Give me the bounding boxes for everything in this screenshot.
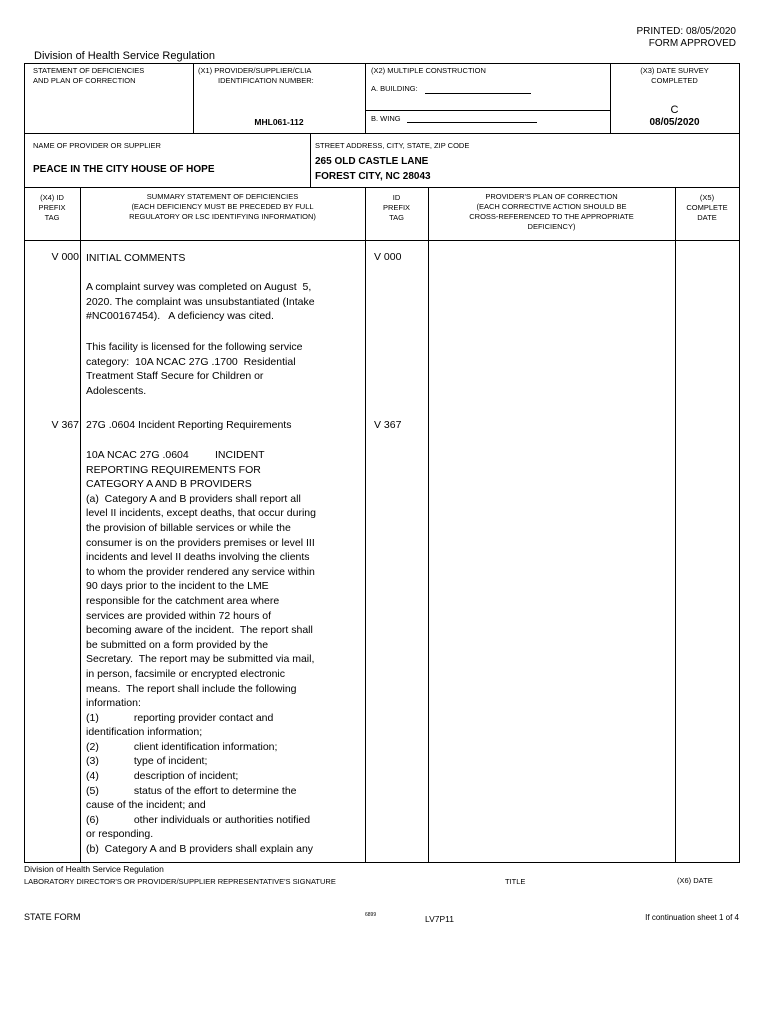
title-label: TITLE [505,877,526,886]
wing-field[interactable] [407,122,537,123]
entry-paragraph: 10A NCAC 27G .0604 INCIDENT REPORTING REQUIREMENTS FOR CATEGORY A AND B PROVIDERS (a) Category A and B providers shall report all level II incidents, except deaths, that occur during the provision of billable services or while the consumer is on the providers premises or level III incidents and level II deaths involving the clients to whom the provider rendered any service within 90 days prior to the incident to the LME responsible for the catchment area where services are provided within 72 hours of becoming aware of the incident. The report shall be submitted on a form provided by the Secretary. The report may be submitted via mail, in person, facsimile or encrypted electronic means. The report shall include the following information: (1) reporting provider contact and identification information; (2) client identification information; (3) type of incident; (4) description of incident; (5) status of the effort to determine the cause of the incident; and (6) other individuals or authorities notified or responding. (b) Category A and B providers shall explain any [86,449,316,856]
entry-tag-left: V 367 [51,419,79,431]
x1-label: (X1) PROVIDER/SUPPLIER/CLIA IDENTIFICATION NUMBER: [198,66,314,85]
summary-header: SUMMARY STATEMENT OF DEFICIENCIES (EACH DEFICIENCY MUST BE PRECEDED BY FULL REGULATORY OR LSC IDENTIFYING INFORMATION) [129,192,316,221]
x2-label: (X2) MULTIPLE CONSTRUCTION [371,66,486,75]
id-header: ID PREFIX TAG [382,193,411,222]
wing-label: B. WING [371,114,401,123]
printed-date: PRINTED: 08/05/2020 [636,26,736,37]
x3-label: (X3) DATE SURVEY COMPLETED [640,66,709,85]
continuation-sheet: If continuation sheet 1 of 4 [645,913,739,922]
event-code: LV7P11 [425,914,454,924]
date-label: (X6) DATE [677,876,713,885]
agency-title: Division of Health Service Regulation [34,50,215,62]
entry-tag-right: V 000 [374,251,402,263]
survey-date: 08/05/2020 [649,117,700,128]
form-approved: FORM APPROVED [648,38,736,49]
statement-label: STATEMENT OF DEFICIENCIES AND PLAN OF CORRECTION [33,66,145,85]
footer-agency: Division of Health Service Regulation [24,864,164,874]
form-number: 6899 [365,912,377,918]
plan-header: PROVIDER'S PLAN OF CORRECTION (EACH CORRECTIVE ACTION SHOULD BE CROSS-REFERENCED TO THE APPROPRIATE DEFICIENCY) [469,192,634,231]
provider-name-label: NAME OF PROVIDER OR SUPPLIER [33,141,161,150]
state-form: STATE FORM [24,912,81,922]
address-label: STREET ADDRESS, CITY, STATE, ZIP CODE [315,141,470,150]
provider-id-value: MHL061-112 [254,117,304,127]
provider-name: PEACE IN THE CITY HOUSE OF HOPE [33,164,215,175]
address-line2: FOREST CITY, NC 28043 [315,171,431,182]
signature-label: LABORATORY DIRECTOR'S OR PROVIDER/SUPPLIER REPRESENTATIVE'S SIGNATURE [24,877,336,886]
entry-tag-left: V 000 [51,251,79,263]
x5-header: (X5) COMPLETE DATE [686,193,728,222]
building-field[interactable] [425,93,531,94]
entry-title: INITIAL COMMENTS [86,252,186,264]
survey-code: C [670,104,679,116]
building-label: A. BUILDING: [371,84,418,93]
entry-paragraph: This facility is licensed for the following service category: 10A NCAC 27G .1700 Residential Treatment Staff Secure for Children or Adolescents. [86,341,303,397]
x4-header: (X4) ID PREFIX TAG [38,193,66,222]
entry-title: 27G .0604 Incident Reporting Requirements [86,419,292,431]
entry-paragraph: A complaint survey was completed on August 5, 2020. The complaint was unsubstantiated (Intake #NC00167454). A deficiency was cited. [86,281,315,323]
entry-tag-right: V 367 [374,419,402,431]
address-line1: 265 OLD CASTLE LANE [315,156,429,167]
